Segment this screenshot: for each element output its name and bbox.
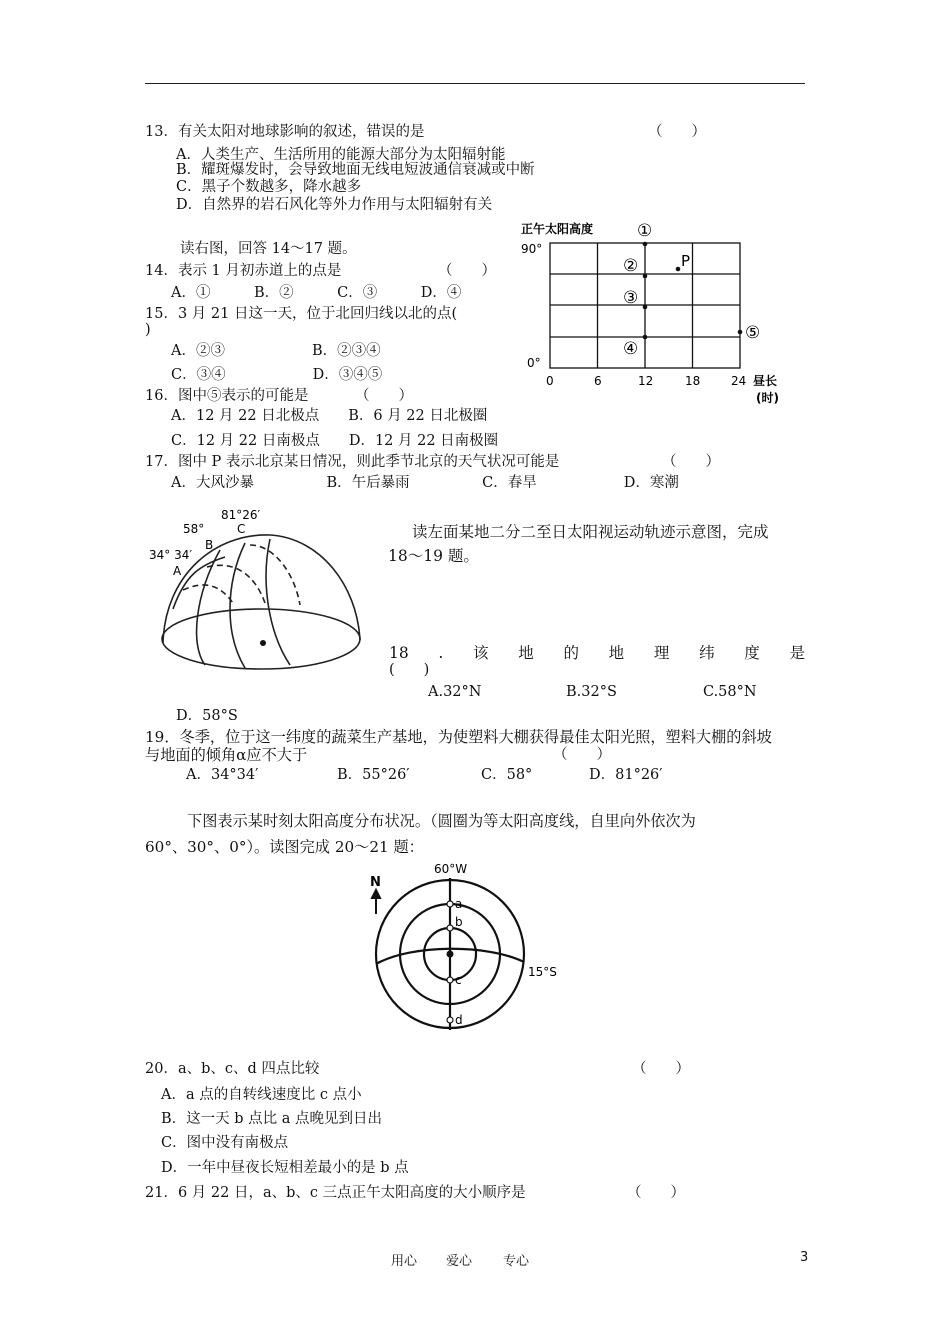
q18-option-d: D．58°S: [176, 708, 238, 724]
q18-answer-paren: ( ): [389, 662, 430, 678]
intro-14-17: 读右图，回答 14～17 题。: [180, 241, 357, 257]
q13-option-c: C．黑子个数越多，降水越多: [176, 179, 362, 195]
q18-char: .: [438, 644, 444, 662]
point-p-label: P: [681, 252, 691, 270]
x-tick-18: 18: [685, 374, 701, 388]
q20-option-d: D．一年中昼夜长短相差最小的是 b 点: [161, 1160, 409, 1176]
q15-stem-end: ): [145, 322, 151, 338]
q17-options: A．大风沙暴 B．午后暴雨 C．春旱 D．寒潮: [171, 475, 679, 491]
footer-motto-1: 用心: [391, 1254, 418, 1269]
label-c: c: [455, 973, 462, 987]
point-3: [643, 305, 648, 310]
q17-stem: 17．图中 P 表示北京某日情况，则此季节北京的天气状况可能是: [145, 454, 560, 470]
point-2: [643, 274, 648, 279]
q14-answer-paren: （ ）: [438, 263, 496, 279]
angle-81-26: 81°26′: [221, 508, 261, 522]
marker-5: ⑤: [745, 323, 761, 343]
q21-stem: 21．6 月 22 日，a、b、c 三点正午太阳高度的大小顺序是: [145, 1185, 526, 1201]
page-number: 3: [800, 1250, 809, 1265]
point-a: [447, 901, 453, 907]
footer-motto-2: 爱心: [446, 1254, 473, 1269]
intro-18-19-line2: 18～19 题。: [388, 547, 479, 565]
point-d: [447, 1017, 453, 1023]
chart-y-bottom-label: 0°: [527, 356, 541, 370]
q18-char: 的: [563, 644, 579, 662]
intro-20-21-line2: 60°、30°、0°）。读图完成 20～21 题：: [145, 838, 424, 856]
q19-option-d: D．81°26′: [589, 767, 663, 783]
q20-answer-paren: （ ）: [632, 1061, 690, 1077]
q18-stem: [389, 644, 805, 662]
q19-option-c: C．58°: [481, 767, 533, 783]
label-a: a: [455, 897, 463, 911]
q14-stem: 14．表示 1 月初赤道上的点是: [145, 263, 342, 279]
angle-58: 58°: [183, 522, 205, 536]
footer-motto-3: 专心: [503, 1254, 530, 1269]
q13-answer-paren: （ ）: [648, 124, 706, 140]
q20-option-b: B．这一天 b 点比 a 点晚见到日出: [161, 1111, 383, 1127]
intro-18-19-line1: 读左面某地二分二至日太阳视运动轨迹示意图，完成: [412, 523, 769, 541]
q17-answer-paren: （ ）: [662, 454, 720, 470]
q19-stem-line1: 19．冬季，位于这一纬度的蔬菜生产基地，为使塑料大棚获得最佳太阳光照，塑料大棚的斜坡: [145, 728, 772, 746]
x-tick-6: 6: [594, 374, 602, 388]
q13-option-a: A．人类生产、生活所用的能源大部分为太阳辐射能: [176, 147, 506, 163]
center-point: [447, 951, 454, 958]
point-5: [738, 330, 743, 335]
q18-char: 地: [608, 644, 625, 662]
point-4: [643, 335, 648, 340]
q18-char: 度: [744, 644, 760, 662]
intro-20-21-line1: 下图表示某时刻太阳高度分布状况。（圆圈为等太阳高度线，自里向外依次为: [187, 812, 696, 830]
label-b: b: [455, 915, 463, 929]
q18-char: 纬: [699, 644, 715, 662]
marker-2: ②: [623, 256, 639, 276]
q18-char: 18: [389, 644, 409, 662]
x-tick-24: 24: [731, 374, 747, 388]
q18-char: 该: [473, 644, 489, 662]
sun-altitude-circle-diagram: [362, 858, 592, 1038]
q13-stem: 13．有关太阳对地球影响的叙述，错误的是: [145, 124, 425, 140]
x-tick-12: 12: [638, 374, 654, 388]
q14-options: A．① B．② C．③ D．④: [171, 285, 462, 301]
q16-options-row1: A．12 月 22 日北极点 B．6 月 22 日北极圈: [171, 408, 488, 424]
chart-x-ticks: [546, 374, 746, 388]
q18-option-c: C.58°N: [703, 684, 757, 700]
q21-answer-paren: （ ）: [627, 1185, 685, 1201]
chart-x-unit: (时): [756, 391, 779, 405]
point-b: [447, 925, 453, 931]
q18-option-b: B.32°S: [566, 684, 617, 700]
q16-stem: 16．图中⑤表示的可能是: [145, 388, 309, 404]
q18-char: 地: [518, 644, 534, 662]
point-1: [643, 242, 648, 247]
q19-answer-paren: （ ）: [553, 747, 611, 763]
q15-options-row1: A．②③ B．②③④: [171, 343, 381, 359]
q16-answer-paren: （ ）: [355, 388, 413, 404]
q13-option-d: D．自然界的岩石风化等外力作用与太阳辐射有关: [176, 197, 493, 213]
header-rule: [145, 83, 805, 84]
marker-3: ③: [623, 288, 639, 308]
longitude-label: 60°W: [434, 862, 468, 876]
q19-stem-line2: 与地面的倾角α应不大于: [145, 746, 308, 764]
q18-char: 是: [789, 644, 805, 662]
north-arrow-icon: [372, 890, 380, 914]
observer-point: [260, 640, 266, 646]
x-tick-0: 0: [546, 374, 554, 388]
q20-option-a: A．a 点的自转线速度比 c 点小: [161, 1087, 362, 1103]
marker-4: ④: [623, 339, 639, 359]
q18-option-a: A.32°N: [428, 684, 482, 700]
q20-option-c: C．图中没有南极点: [161, 1135, 289, 1151]
point-c: [447, 977, 453, 983]
q16-options-row2: C．12 月 22 日南极点 D．12 月 22 日南极圈: [171, 433, 499, 449]
q15-stem: 15．3 月 21 日这一天，位于北回归线以北的点(: [145, 306, 458, 322]
label-d: d: [455, 1013, 463, 1027]
sun-path-diagram: [145, 505, 370, 690]
point-p: [676, 267, 681, 272]
chart-x-label: 昼长: [753, 374, 778, 388]
sun-altitude-daylength-chart: [515, 215, 790, 410]
label-c: C: [237, 522, 246, 536]
q20-stem: 20．a、b、c、d 四点比较: [145, 1061, 320, 1077]
q19-option-b: B．55°26′: [337, 767, 410, 783]
q18-char: 理: [653, 644, 670, 662]
latitude-label: 15°S: [528, 965, 557, 979]
q19-option-a: A．34°34′: [186, 767, 259, 783]
marker-1: ①: [637, 221, 653, 241]
chart-y-top-label: 90°: [521, 242, 543, 256]
label-a: A: [173, 564, 182, 578]
chart-y-label: 正午太阳高度: [521, 222, 594, 236]
q15-options-row2: C．③④ D．③④⑤: [171, 367, 383, 383]
north-label: N: [370, 875, 381, 890]
angle-34-34: 34° 34′: [149, 548, 193, 562]
label-b: B: [205, 538, 214, 552]
q13-option-b: B．耀斑爆发时，会导致地面无线电短波通信衰减或中断: [176, 162, 535, 178]
